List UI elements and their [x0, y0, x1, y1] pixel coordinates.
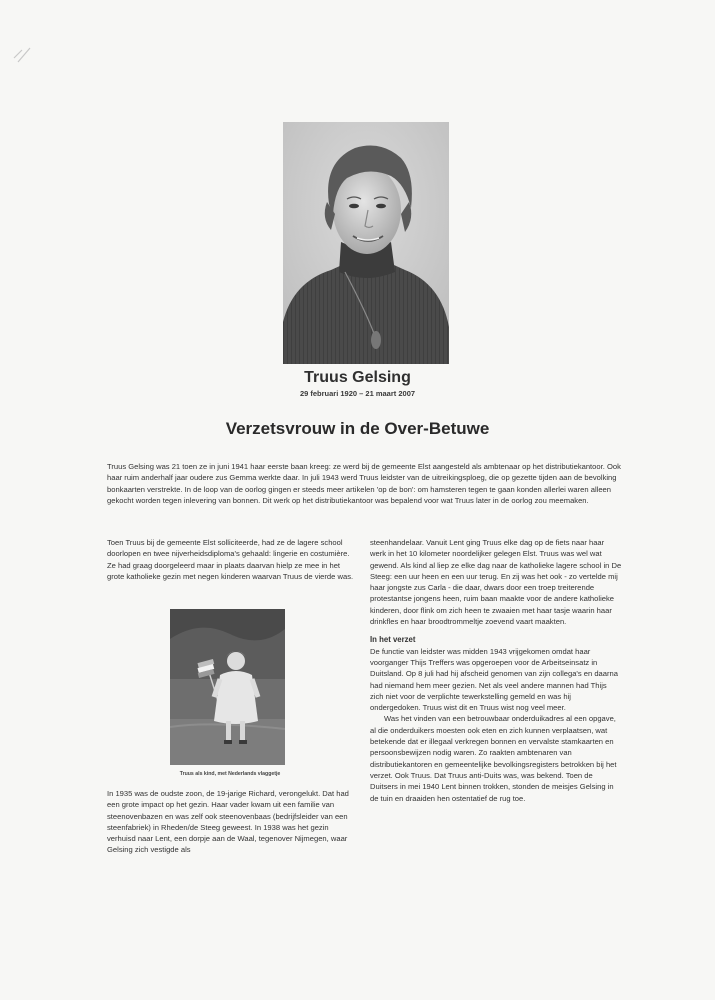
section-heading: In het verzet	[370, 635, 416, 645]
photo-caption: Truus als kind, met Nederlands vlaggetje	[179, 771, 281, 777]
intro-paragraph: Truus Gelsing was 21 toen ze in juni 1941 haar eerste baan kreeg: ze werd bij de gemeente Elst aangesteld als ambtenaar op het distributiekantoor. Ook haar ruim anderhalf jaar oudere zus Gemma werkte daar. In juli 1943 werd Truus leidster van de uitreikingsploeg, die op gezette tijden aan de bevolking bonkaarten verstrekte. In de loop van de oorlog gingen er steeds meer artikelen 'op de bon': om hamsteren tegen te gaan konden allerlei waren alleen gekocht worden tegen inlevering van bonnen. Dit werk op het distributiekantoor was bepalend voor wat Truus later in de oorlog zou meemaken.	[107, 462, 621, 505]
person-name: Truus Gelsing	[304, 369, 411, 386]
paragraph: Was het vinden van een betrouwbaar onderduikadres al een opgave, al die onderduikers moesten ook eten en zich kunnen verplaatsen, wat betekende dat er illegaal verkregen bonnen en vervalste stamkaarten en persoonsbewijzen nodig waren. Zo raakten ambtenaren van distributiekantoren en gemeentelijke bevolkingsregisters betrokken bij het verzet. Ook Truus. Dat Truus anti-Duits was, was bekend. Toen de Duitsers in mei 1940 Lent binnen trokken, stonden de meisjes Gelsing in de tuin en draaiden hen ostentatief de rug toe.	[370, 714, 617, 803]
paragraph: De functie van leidster was midden 1943 vrijgekomen omdat haar voorganger Thijs Treffers was opgeroepen voor de Arbeitseinsatz in Duitsland. Op 8 juli had hij afscheid genomen van zijn collega's en daarna had niemand hem meer gezien. Net als veel andere mannen had Thijs zich niet voor de verplichte tewerkstelling gemeld en was hij ondergedoken. Truus wist dit en Truus wist nog veel meer.	[370, 646, 618, 713]
column-left-top	[107, 537, 357, 582]
portrait-photo	[283, 122, 449, 364]
life-dates: 29 februari 1920 – 21 maart 2007	[299, 389, 416, 398]
column-left-bottom	[107, 788, 357, 856]
paragraph: Toen Truus bij de gemeente Elst solliciteerde, had ze de lagere school doorlopen en twee nijverheidsdiploma's gehaald: lingerie en costumière. Ze had graag doorgeleerd maar in plaats daarvan hielp ze mee in het grote katholieke gezin met negen kinderen waarvan Truus de vierde was.	[107, 538, 354, 581]
paragraph: In 1935 was de oudste zoon, de 19-jarige Richard, verongelukt. Dat had een grote impact op het gezin. Haar vader kwam uit een familie van steenovenbazen en was zelf ook steenovenbaas (bedrijfsleider van een steenfabriek) in Rheden/de Steeg geweest. In 1938 was het gezin verhuisd naar Lent, een dorpje aan de Waal, tegenover Nijmegen, waar Gelsing zich vestigde als	[107, 789, 349, 855]
article-title: Verzetsvrouw in de Over-Betuwe	[225, 419, 490, 438]
paragraph: steenhandelaar. Vanuit Lent ging Truus elke dag op de fiets naar haar werk in het 10 kilometer noordelijker gelegen Elst. Truus was wel wat gewend. Als kind al liep ze elke dag naar de katholieke lagere school in De Steeg: een uur heen en een uur terug. En zij was het ook - zo vertelde mij haar jongste zus Carla - die daar, dwars door een troep treiterende protestantse jongens heen, ruim baan maakte voor de andere katholieke kinderen, door flink om zich heen te zwaaien met haar tasje waarin haar drinkfles en haar broodtrommeltje zoevend vaart maakten.	[370, 538, 622, 627]
child-photo	[170, 609, 285, 765]
scan-mark	[8, 28, 48, 68]
column-right	[370, 537, 622, 804]
